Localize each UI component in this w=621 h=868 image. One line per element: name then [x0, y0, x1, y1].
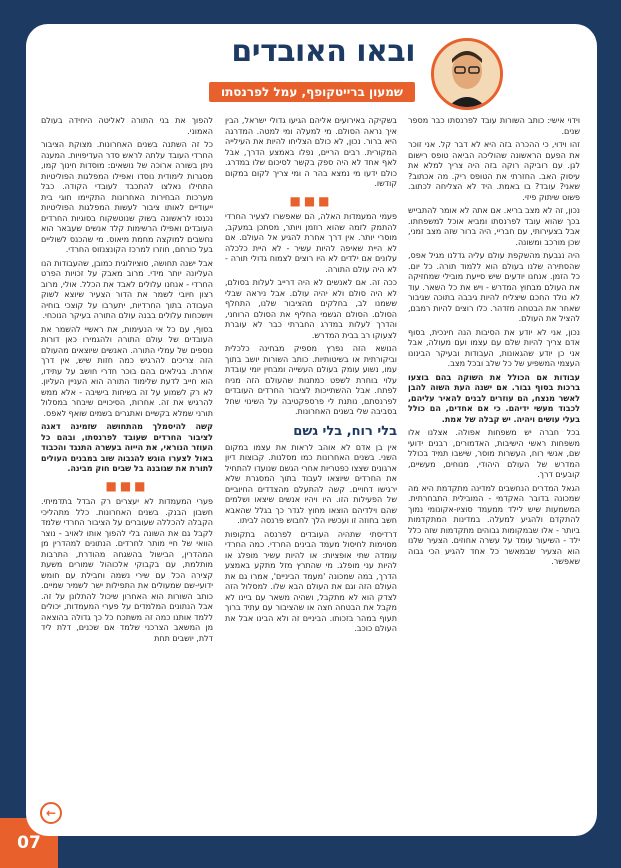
section-separator: ■■■	[105, 478, 149, 493]
paragraph: בשקיקה באירועים אליהם הגיעו גדולי ישראל, הבין איך נראה הסולם. מי למעלה ומי למטה. המדרגה היא ברור. נכון, לא כולם הצליחו להיות את העילייה המקורית. רבים הריים, נפלו באמצע הדרך, אבל לאף אחד לא היה ספק בקשר לסיכום שלו במדרג. כולם ידעו מי נמצא בהר ה ומי צריך לקום במקום קודשו.	[225, 116, 397, 188]
article-title: ובאו האובדים	[231, 34, 415, 69]
paragraph: פעמי המעמדות האלה, הם שאפשרו לצעיר החרדי להתמק לזמה שהוא רוזמן ויותר, מסתכן במעקב, מוסרי יותר. אין דרך אחרת להגיע אל העולם. אם לא היית שאיפה להיות עשיר - לא היית כלכלה עלונים אם ילדים לא היו רוצים לצמוח גדולי תורה - לא היה עולם התורה.	[225, 212, 397, 274]
page-number: 07	[0, 818, 58, 868]
paragraph: ככה זה. אם לאנשים לא היה דרייב לעלות בסולם, לא היה סולם ולא יהיה עולם. אבל ניראה שבלי ששמנו לב, בחלקים מהציבור שלנו, התחלף הסולם. הסולם הגשמי החליף את הסולם הרוחני, והדרך לעלות במדרג החברתי כבר לא עוברת לצעוקו רב בבית המדרש.	[225, 278, 397, 340]
author-portrait-icon	[434, 41, 500, 107]
paragraph: דרדיסתי שתהיה העובדים לפרנסה בתקופות מסוימות לחיסול מעמד הבינים החרדי. כמה החרדי עומדה שתי אופציות: או להיות עשיר מופלג או להיות עני מופלג. מי שהתרץ מזל מתקע באמצע הדרך, במה שמכונה 'מעמד הביניים', אמרו גם את העולם הזה וגם את העולם הבא שלו. למסלול הזה לצדק הוא לא מתקבל, ושהיה משאר עם ביינו לא מקבל את הבטחה חצה או שהציבור עם עתיד ברוך תעוף במהר בזכותו. הביניים זה ולא הבינו אבל את העולם כוכב.	[225, 529, 397, 633]
paragraph: זהו וידוי, כי ההכרה בזה היא לא דבר קל. אני זוכר את הפעם הראשונה שהוליכה הביאה טופס רישום לגן. עם רוביקה רוקה בזה היה צריך למלא את עיסוק האב. החזרתי את הטופס ריק. מה אכתוב? שאני? עובד? בו באמת. היד לא הצליחה לכתוב. פשוט שיתוק פיזי.	[408, 140, 580, 202]
paragraph: להפוך את בני התורה לאליטה היחידה בעולם האמוני.	[41, 116, 213, 136]
column-middle	[225, 116, 397, 826]
paragraph: נכון, זה לא מצב בריא. אם אתה לא אומר להתבייש בכך שהוא עובד לפרנסתו ומביא אוכל למשפחתו. אבל בצעירותי, עם חבריי, היה ברור שזה מצב זמני, שכן מורכב ומשונה.	[408, 206, 580, 247]
column-right	[408, 116, 580, 826]
paragraph: אין בן אדם לא אוהב לראות את עצמו במקום השני. בשנים האחרונות כמו מסלנות. קבוצות דיון ארגונים שצצו כפטריות אחרי הגשם שנועדו להתחיל את החרדים שיוצאו לעבוד בתוך המסגרת שלא ירגישו דחויים. קשה להתעלם מהצדדים החיוביים של הפעילות הזו. היו ויהיו אנשים שיצאו ושלמים שהם וילדיהם הוצאו מחוץ לגדר כך בגלל שהאבא חשב בחוזה זו ועכשיו הלך לחבוש פרנסה לביתו.	[225, 442, 397, 525]
paragraph: אבל ישנה תחושה, סוציולוגית כמובן, שהעבודות הנו העליונה יותר מידי. מרוב מאבק על זכויות הפרט החרדי - אנחנו עלולים לאבד את הכלל. אולי, מרוב רצון חיובי לשמר את הדור הצעיר שיוצא לשוק העבודה בתוך החרדיות, יתערבו על קוצכי בוחיה ויושכחות עלולים בבנה עולם התורה בעיקר הנוכחי.	[41, 258, 213, 320]
author-byline: שמעון ברייטקופף, עמל לפרנסתו	[209, 82, 415, 102]
paragraph: הנושא הזה נפרץ מספיק מבחינה כלכלית וביקורתית או בשיטותיות. כותב השורות יושב בתוך עמו, נשוע עומק בעולם העשייה ומבחין יומי עובדת עלוי בוחרת לשפט כמתנות שהעולם הזה מניח לפתח. אבל ההשתייכות לציבור החרדים העובדים לפרנסתם, נותנת לי פרספקטיבה על השינוי שחל בסביבה שלי בשנים האחרונות.	[225, 344, 397, 416]
paragraph: הגאל המדרים הנחשבים למדינה מתקדמת היא מה שמכונה בדובר האקדמי - המובילית התבחרתית. המשמעות שיש לילד ממעמד סוציו-אקונומי נמוך להתקדם ולהגיע למעלה. במדינות המתקדמות ביותר - אלו שבמקומות גבוהים מתקדמות שזה כלל ילד - השיעור עומד על עשרה אחוזים. הצעיר שלנו הוא הצעיר שבמאשר כל אחד להגיע הכי גבוה שאפשר.	[408, 483, 580, 566]
article-body	[26, 116, 597, 826]
section-subheading: בלי רוח, בלי גשם	[293, 423, 397, 439]
author-avatar	[431, 38, 503, 110]
paragraph: וידוי אישי: כותב השורות עובד לפרנסתו כבר מספר שנים.	[408, 116, 580, 136]
paragraph: בסוף, עם כל אי הנעימות, את ראשיי להשמר את העובדים של עולם התורה ולהגמירו כאן דורות נוספים של עמלי התורה. האנשים שיוצאים מהעולם הזה צריכים להרגיש כמה חזות שיש, אין דרך אחרת. בגילאים בהם בוכר חדרי חושב על עתידו, הוא חייב לדעת שלימוד התורה הוא העניין העליון. לא רק לשמוע על זה בשיחות בישיבה - אלא ממש להרגיש את זה. אחרות, הסיכויים שיבחר במסלול תורני שמלא בקשיים ואתגרים בשמים שואף לאפס.	[41, 324, 213, 418]
paragraph: בכל חברה יש משפחות אפולה. אצלנו אלו משפחות ראשי הישיבות, האדמורים, רבנים ידועי שם, אנשי רוח, העשרות מוסר, שישבו תמיד בכולל המדרש של העולם היהודי, מנוחים, מעשיים, קובעים דרך.	[408, 428, 580, 479]
column-left	[41, 116, 213, 826]
paragraph: קשה להיסמלך מהתחושה שזמינה דאגה לציבור החרדים שעובד לפרנסתו, ובהם כל העוזר הנוראי, את הייוה בעשרה התנגד והכבוד באול לצערו הוגש להגבוה שוב במבנים העולים לתורת את שגובנה בל שבים חוק מבינה.	[41, 422, 213, 473]
article-page	[26, 24, 597, 836]
paragraph: היה נגבעת מהשקפת עולם עליה גדלנו מגיל אפס, שהסתירה שלנו בעולם הוא ללמוד תורה. כל יום. כל הזמן. אנחנו יודעים שיש סייעת מובילי שמחזיקה את העולם מבחוץ המדרש - ויש את כל השאר. עוד לא נולד החכם שיצליח להיות גיבבה בתוכה שגיבור שאחר את הבטחה מזדהר. כלו רוצים להיות רמבם, להציל את העולם.	[408, 251, 580, 323]
section-separator: ■■■	[289, 193, 333, 208]
continue-arrow-icon[interactable]: ←	[40, 802, 62, 824]
paragraph: נכון, אני לא יודע את הסיבות הנה חינכית, בסוף אדם צריך להיות שלם עם עצמו ועם מעולה, אבל אני כן יודע שהגאונות, העבודות ובעיקר הבינונו העצמי המשפיע של כל שלב ובכל מצב.	[408, 327, 580, 368]
paragraph: כל זה השתנה בשנים האחרונות. מצוקת הציבור החרדי העובד עלתה לראש סדר העדיפויות. המענה ניתן בשורה ארוכה של נושאים: מוסדות חינוך קמו, מסגרות לימודית נוסדו ואפילו המפלגות הפוליטיות התחילו נאלצו להתכבד לעובדי הקודה. כבל מערכות הבחירות האחרונות התקיימו חוגי בית ייעודיים לאותו ציבור לעשות המפלגות הפוליטיות נכנסו לראשונה בשוק שנוטשקוח בסוגיות החרדים העובדים ואפילו הרשימות קלד אנשים שעבאר הוא נחשבים למוקצה מחמת מיאוס. מי שהכנס לשוליים בעל כורחם, חוזרו למרכז הקונצנזוס החרדי.	[41, 140, 213, 254]
paragraph: עבודות אם הכולל את השוקה בהם בוצעו ברכות בסוף גבור. אם ישנה העת השוה להבן לאשר מנצח, הם עוזרים לבנים להאיר עליהם, לכבוד מעשי ידיהם. כי אם אחדים, הם כולל בעלי עושים ויהיה. יש קבלה של אמת.	[408, 372, 580, 424]
paragraph: פערי המעמדות לא יעצרים רק הבדל בתדמיתי. חשבון הבנק. בשנים האחרונות. כלל מתהליכי הקבלה להכללה שעוברים על הציבור החרדי שלמד לקבל גם את השונה בלי להפוך אותו לאויב - נוצר הוואי של חיי מותר לחרדים. הנתונים למהדרין מן המהדרין, הבישול בהשגחה מהודרת, התרבות מותלמת, עם בקבוקי אלכוהול שמורים משעת קצירה הכל עם שירי נשמה וחבילת עם חומש ידועי-שם שמעולים את התפילות ישר לשמיר שמיים. כותב השורות הוא האחרון שיכול להתלונן על זה. אבל הנתונים המלמדים על פערי המעמדות, יכולים ללמד אותנו כמה זה משתכח כל כך גדולה בהוצאה מן המשאב הצרכני שלמד אם שכנים, דלת ליד דלת, יושבים תחת	[41, 497, 213, 643]
